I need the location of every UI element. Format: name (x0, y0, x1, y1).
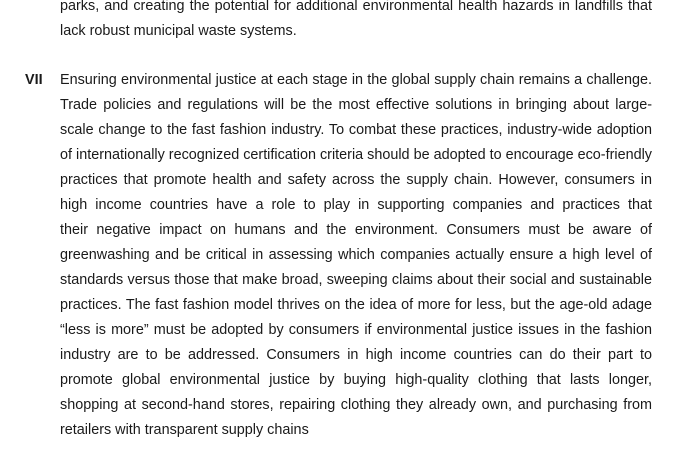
paragraph-line: shopping at second-hand stores, repairing clothing they already own, and purchasing from (60, 397, 652, 413)
paragraph-line: industry are to be addressed. Consumers in high income countries can do their part to (60, 347, 652, 363)
paragraph-line: promote global environmental justice by buying high-quality clothing that lasts longer, (60, 372, 652, 388)
prev-paragraph-line-1: parks, and creating the potential for additional environmental health hazards in landfills that (60, 0, 652, 14)
paragraph-line: practices. The fast fashion model thrives on the idea of more for less, but the age-old adage (60, 297, 652, 313)
paragraph-line: standards versus those that make broad, sweeping claims about their social and sustainable (60, 272, 652, 288)
paragraph-line: Trade policies and regulations will be the most effective solutions in bringing about large- (60, 97, 652, 113)
paragraph-line: their negative impact on humans and the environment. Consumers must be aware of (60, 222, 652, 238)
paragraph-line: “less is more” must be adopted by consumers if environmental justice issues in the fashion (60, 322, 652, 338)
paragraph-line: high income countries have a role to play in supporting companies and practices that (60, 197, 652, 213)
paragraph-line-last: retailers with transparent supply chains (60, 422, 309, 438)
paragraph-line: greenwashing and be critical in assessing which companies actually ensure a high level of (60, 247, 652, 263)
paragraph-line: scale change to the fast fashion industry. To combat these practices, industry-wide adoption (60, 122, 652, 138)
paragraph-line: of internationally recognized certification criteria should be adopted to encourage eco-friendly (60, 147, 652, 163)
prev-paragraph-line-2: lack robust municipal waste systems. (60, 23, 297, 39)
section-numeral: VII (25, 72, 43, 88)
paragraph-line: practices that promote health and safety across the supply chain. However, consumers in (60, 172, 652, 188)
paragraph-line: Ensuring environmental justice at each stage in the global supply chain remains a challenge. (60, 72, 652, 88)
